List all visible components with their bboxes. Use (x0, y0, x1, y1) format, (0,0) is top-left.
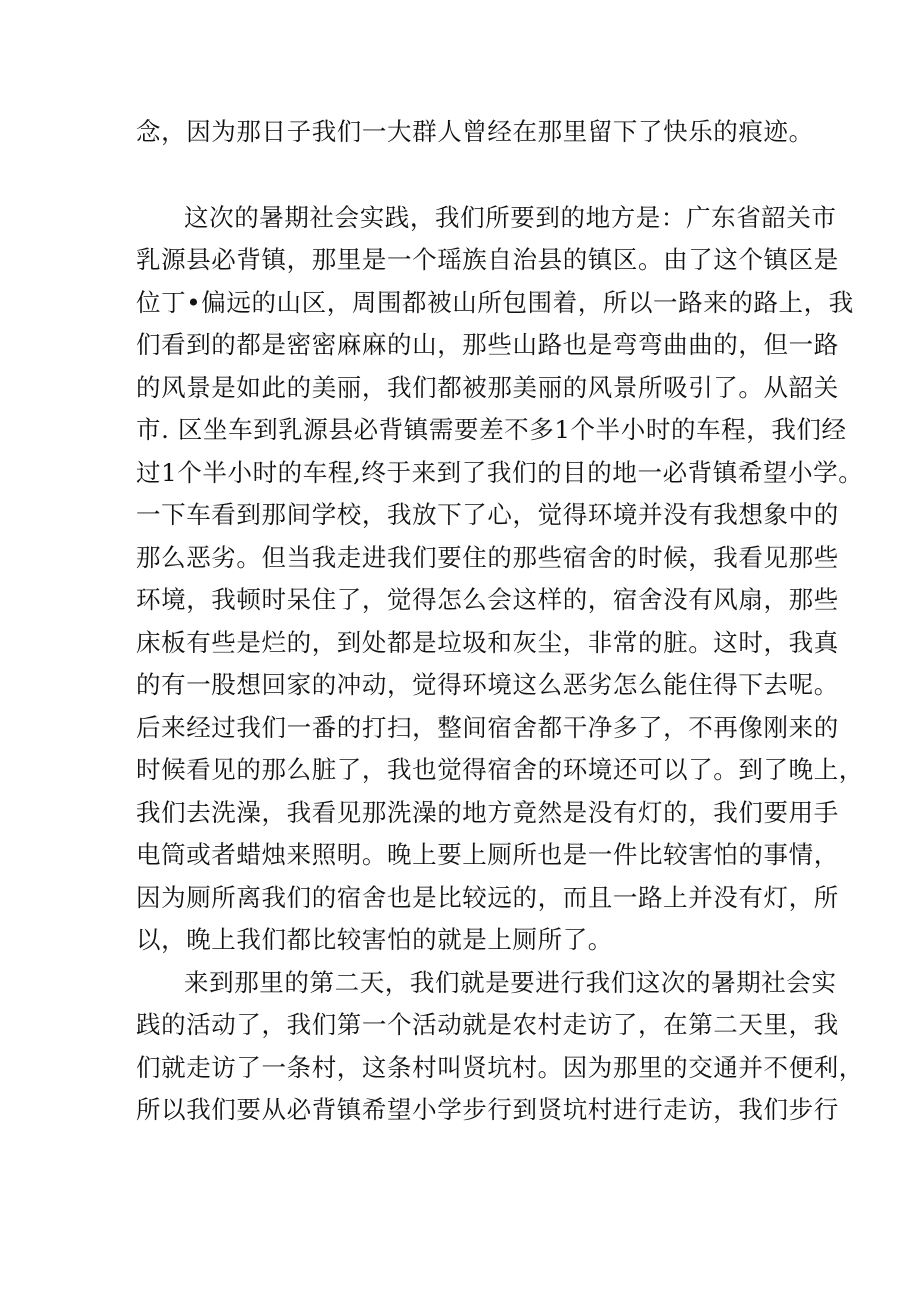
paragraph-line: 因为厕所离我们的宿舍也是比较远的，而且一路上并没有灯，所 (136, 883, 839, 912)
paragraph-line: 时候看见的那么脏了，我也觉得宿舍的环境还可以了。到了晚上， (136, 755, 864, 784)
paragraph-line: 环境，我顿时呆住了，觉得怎么会这样的，宿舍没有风扇，那些 (136, 585, 839, 614)
paragraph-line: 我们去洗澡，我看见那洗澡的地方竟然是没有灯的，我们要用手 (136, 798, 839, 827)
paragraph-line: 念，因为那日子我们一大群人曾经在那里留下了快乐的痕迹。 (136, 117, 814, 146)
paragraph-line: 后来经过我们一番的打扫，整间宿舍都干净多了，不再像刚来的 (136, 713, 839, 742)
paragraph-line: 过1个半小时的车程,终于来到了我们的目的地一必背镇希望小学。 (136, 458, 864, 487)
paragraph-line: 那么恶劣。但当我走进我们要住的那些宿舍的时候，我看见那些 (136, 543, 839, 572)
paragraph-line: 来到那里的第二天，我们就是要进行我们这次的暑期社会实 (184, 968, 837, 997)
paragraph-line: 电筒或者蜡烛来照明。晚上要上厕所也是一件比较害怕的事情， (136, 840, 839, 869)
paragraph-line: 的风景是如此的美丽，我们都被那美丽的风景所吸引了。从韶关 (136, 373, 839, 402)
paragraph-line: 们看到的都是密密麻麻的山，那些山路也是弯弯曲曲的，但一路 (136, 330, 839, 359)
paragraph-line: 乳源县必背镇，那里是一个瑶族自治县的镇区。由了这个镇区是 (136, 245, 839, 274)
paragraph-line: 以，晚上我们都比较害怕的就是上厕所了。 (136, 925, 613, 954)
paragraph-line: 床板有些是烂的，到处都是垃圾和灰尘，非常的脏。这时，我真 (136, 628, 839, 657)
paragraph-line: 们就走访了一条村，这条村叫贤坑村。因为那里的交通并不便利， (136, 1053, 864, 1082)
paragraph-line: 这次的暑期社会实践，我们所要到的地方是：广东省韶关市 (184, 203, 837, 232)
paragraph-line: 所以我们要从必背镇希望小学步行到贤坑村进行走访，我们步行 (136, 1095, 839, 1124)
paragraph-line: 一下车看到那间学校，我放下了心，觉得环境并没有我想象中的 (136, 500, 839, 529)
paragraph-line: 的有一股想回家的冲动，觉得环境这么恶劣怎么能住得下去呢。 (136, 670, 839, 699)
paragraph-line: 位丁•偏远的山区，周围都被山所包围着，所以一路来的路上，我 (136, 288, 854, 317)
paragraph-line: 市. 区坐车到乳源县必背镇需要差不多1个半小时的车程，我们经 (136, 415, 847, 444)
paragraph-line: 践的活动了，我们第一个活动就是农村走访了，在第二天里，我 (136, 1010, 839, 1039)
